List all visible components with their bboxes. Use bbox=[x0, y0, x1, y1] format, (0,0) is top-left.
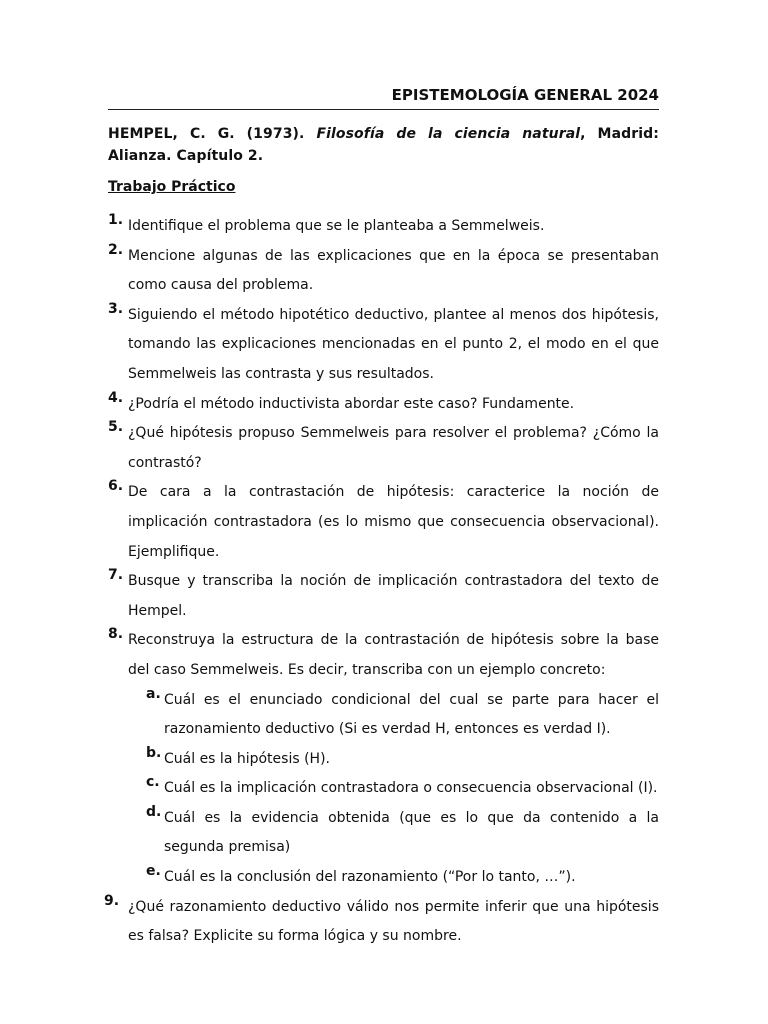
item-text: Identifique el problema que se le planteaba a Semmelweis. bbox=[128, 218, 545, 234]
list-item bbox=[104, 892, 659, 952]
sub-item-text: Cuál es la conclusión del razonamiento (“Por lo tanto, …”). bbox=[164, 869, 576, 886]
sub-list-item bbox=[146, 745, 659, 775]
sub-item-text: Cuál es la hipótesis (H). bbox=[164, 750, 330, 767]
item-text: ¿Qué hipótesis propuso Semmelweis para resolver el problema? ¿Cómo la contrastó? bbox=[128, 425, 659, 471]
item-number: 3. bbox=[108, 300, 124, 317]
item-text: Siguiendo el método hipotético deductivo, plantee al menos dos hipótesis, tomando las explicaciones mencionadas en el punto 2, el modo en el que Semmelweis las contrasta y sus resultados. bbox=[128, 306, 659, 382]
sub-list-item bbox=[146, 774, 659, 804]
list-item bbox=[108, 301, 659, 390]
sub-item-letter: a. bbox=[146, 685, 161, 702]
item-number: 4. bbox=[108, 389, 124, 406]
item-number: 2. bbox=[108, 241, 124, 258]
reference-rest: , Madrid: Alianza. Capítulo 2. bbox=[108, 126, 659, 164]
item-text: Busque y transcriba la noción de implicación contrastadora del texto de Hempel. bbox=[128, 573, 659, 619]
section-title: Trabajo Práctico bbox=[108, 179, 236, 195]
sub-list-item bbox=[146, 804, 659, 863]
item-number: 6. bbox=[108, 478, 124, 495]
reference-title: Filosofía de la ciencia natural bbox=[316, 126, 581, 142]
item-number: 9. bbox=[104, 892, 120, 909]
reference-author: HEMPEL, C. G. (1973). bbox=[108, 126, 305, 142]
list-item bbox=[108, 419, 659, 478]
bibliographic-reference bbox=[108, 123, 659, 167]
sub-item-text: Cuál es el enunciado condicional del cual se parte para hacer el razonamiento deductivo (Si es verdad H, entonces es verdad I). bbox=[164, 691, 659, 738]
item-text: Mencione algunas de las explicaciones que en la época se presentaban como causa del problema. bbox=[128, 247, 659, 294]
list-item bbox=[108, 626, 659, 892]
question-list bbox=[104, 212, 659, 952]
sub-list-item bbox=[146, 686, 659, 745]
item-text: ¿Podría el método inductivista abordar este caso? Fundamente. bbox=[128, 395, 575, 412]
course-header: EPISTEMOLOGÍA GENERAL 2024 bbox=[391, 86, 659, 104]
list-item bbox=[108, 242, 659, 301]
item-number: 1. bbox=[108, 212, 124, 228]
list-item bbox=[108, 567, 659, 626]
item-number: 7. bbox=[108, 567, 124, 584]
sub-item-letter: c. bbox=[146, 774, 160, 791]
item-text: ¿Qué razonamiento deductivo válido nos permite inferir que una hipótesis es falsa? Explicite su forma lógica y su nombre. bbox=[128, 898, 659, 945]
sub-item-letter: b. bbox=[146, 744, 162, 761]
item-number: 8. bbox=[108, 626, 124, 643]
item-text: De cara a la contrastación de hipótesis: caracterice la noción de implicación contrastadora (es lo mismo que consecuencia observacional). Ejemplifique. bbox=[128, 484, 659, 560]
sub-item-letter: e. bbox=[146, 863, 161, 880]
sub-item-letter: d. bbox=[146, 803, 162, 820]
item-number: 5. bbox=[108, 419, 124, 436]
header-rule bbox=[108, 109, 659, 110]
item-text: Reconstruya la estructura de la contrastación de hipótesis sobre la base del caso Semmelweis. Es decir, transcriba con un ejemplo concreto: bbox=[128, 632, 659, 678]
list-item bbox=[108, 478, 659, 567]
sub-item-text: Cuál es la implicación contrastadora o consecuencia observacional (I). bbox=[164, 780, 658, 797]
list-item bbox=[108, 212, 659, 242]
sub-item-text: Cuál es la evidencia obtenida (que es lo que da contenido a la segunda premisa) bbox=[164, 809, 659, 856]
sub-list-item bbox=[146, 863, 659, 893]
list-item bbox=[108, 390, 659, 420]
